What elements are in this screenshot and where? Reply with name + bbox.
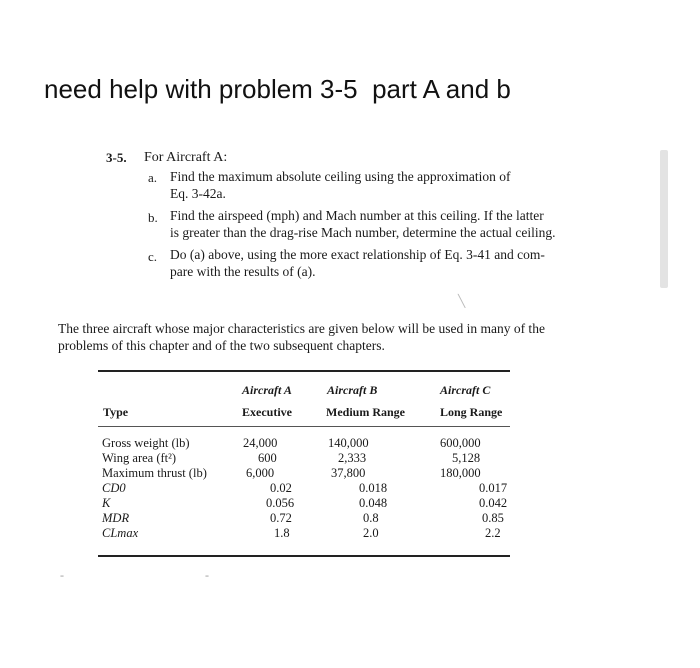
stray-mark-mid: - <box>205 568 209 582</box>
part-c-letter: c. <box>148 249 158 264</box>
cell-b-wing-area: 2,333 <box>338 451 367 465</box>
type-label: Type <box>103 405 129 419</box>
part-c-line1: Do (a) above, using the more exact relationship of Eq. 3-41 and com- <box>170 247 545 262</box>
part-b-line2: is greater than the drag-rise Mach number, determine the actual ceiling. <box>170 225 556 240</box>
cell-a-cd0: 0.02 <box>270 481 292 495</box>
cell-c-k: 0.042 <box>479 496 508 510</box>
cell-a-gross-weight: 24,000 <box>243 436 278 450</box>
problem-number: 3-5. <box>106 150 127 165</box>
cell-a-k: 0.056 <box>266 496 295 510</box>
cell-a-max-thrust: 6,000 <box>246 466 275 480</box>
cell-b-max-thrust: 37,800 <box>331 466 366 480</box>
cell-b-cd0: 0.018 <box>359 481 388 495</box>
row-label-clmax: CLmax <box>102 526 139 540</box>
part-a-line1: Find the maximum absolute ceiling using the approximation of <box>170 169 511 184</box>
part-b-letter: b. <box>148 210 158 225</box>
table-bottom-rule <box>98 555 510 557</box>
part-a-line2: Eq. 3-42a. <box>170 186 226 201</box>
stray-mark: ╲ <box>458 294 466 308</box>
row-label-gross-weight: Gross weight (lb) <box>102 436 190 450</box>
row-label-max-thrust: Maximum thrust (lb) <box>102 466 207 480</box>
cell-b-k: 0.048 <box>359 496 388 510</box>
cell-c-clmax: 2.2 <box>485 526 501 540</box>
part-b-line1: Find the airspeed (mph) and Mach number at this ceiling. If the latter <box>170 208 544 223</box>
cell-c-cd0: 0.017 <box>479 481 508 495</box>
cell-b-mdr: 0.8 <box>363 511 379 525</box>
row-label-k: K <box>102 496 111 510</box>
aircraft-a-type: Executive <box>242 405 292 419</box>
part-a-letter: a. <box>148 170 158 185</box>
row-label-wing-area: Wing area (ft²) <box>102 451 177 465</box>
cell-b-gross-weight: 140,000 <box>328 436 369 450</box>
cell-a-clmax: 1.8 <box>274 526 290 540</box>
stray-mark-left: - <box>60 568 64 582</box>
cell-b-clmax: 2.0 <box>363 526 379 540</box>
row-label-cd0: CD0 <box>102 481 126 495</box>
table-header-rule <box>98 426 510 427</box>
aircraft-a-header: Aircraft A <box>242 383 292 397</box>
row-label-mdr: MDR <box>102 511 130 525</box>
aircraft-b-type: Medium Range <box>326 405 405 419</box>
aircraft-c-header: Aircraft C <box>440 383 491 397</box>
cell-a-wing-area: 600 <box>258 451 277 465</box>
aircraft-c-type: Long Range <box>440 405 503 419</box>
aircraft-b-header: Aircraft B <box>327 383 378 397</box>
question-title: need help with problem 3-5 part A and b <box>44 74 511 104</box>
cell-c-wing-area: 5,128 <box>452 451 481 465</box>
part-c-line2: pare with the results of (a). <box>170 264 316 279</box>
scrollbar[interactable] <box>660 150 668 288</box>
intro-paragraph: The three aircraft whose major characteristics are given below will be used in many of the problems of this chapter and of the two subsequent chapters. <box>58 321 545 353</box>
cell-a-mdr: 0.72 <box>270 511 292 525</box>
problem-intro: For Aircraft A: <box>144 150 228 165</box>
cell-c-gross-weight: 600,000 <box>440 436 481 450</box>
cell-c-mdr: 0.85 <box>482 511 504 525</box>
cell-c-max-thrust: 180,000 <box>440 466 481 480</box>
table-top-rule <box>98 370 510 372</box>
